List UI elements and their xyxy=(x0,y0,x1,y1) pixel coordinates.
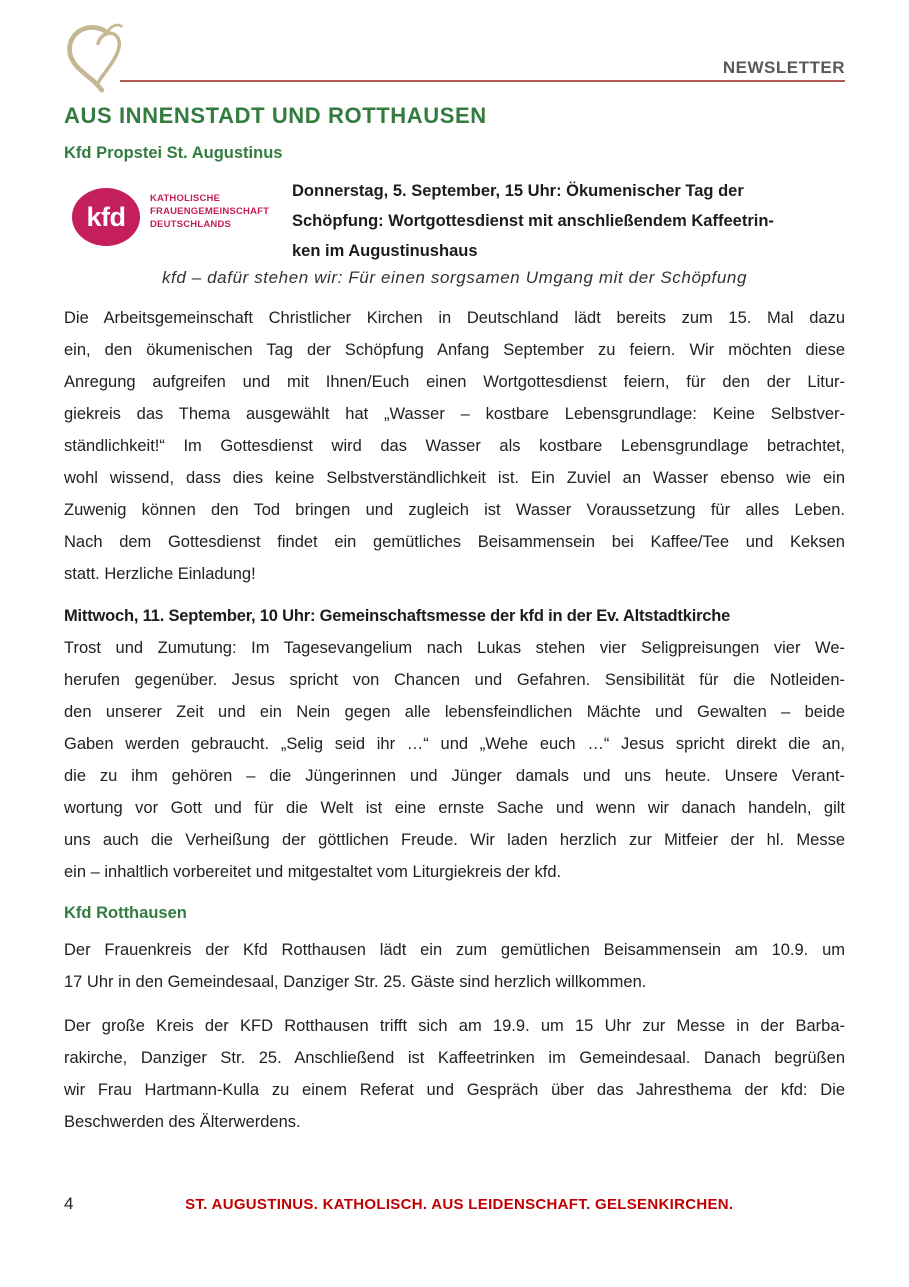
heart-logo-icon xyxy=(58,20,138,98)
body-line: ein – inhaltlich vorbereitet und mitgestaltet vom Liturgiekreis der kfd. xyxy=(64,863,562,881)
body-line: die zu ihm gehören – die Jüngerinnen und Jünger damals und uns heute. Unsere Verant- xyxy=(64,767,845,785)
body-line: Der große Kreis der KFD Rotthausen trifft sich am 19.9. um 15 Uhr zur Messe in der Barba- xyxy=(64,1017,845,1035)
body-line: rakirche, Danziger Str. 25. Anschließend ist Kaffeetrinken im Gemeindesaal. Danach begrüßen xyxy=(64,1049,845,1067)
footer-motto: ST. AUGUSTINUS. KATHOLISCH. AUS LEIDENSCHAFT. GELSENKIRCHEN. xyxy=(185,1196,734,1213)
kfd-wordmark-line: FRAUENGEMEINSCHAFT xyxy=(150,206,270,217)
newsletter-label: NEWSLETTER xyxy=(722,58,845,77)
event2-paragraph xyxy=(64,632,845,888)
event1-paragraph xyxy=(64,302,845,590)
body-line: herufen gegenüber. Jesus spricht von Chancen und Gefahren. Sensibilität für die Notleiden- xyxy=(64,671,845,689)
body-line: ein, den ökumenischen Tag der Schöpfung Anfang September zu feiern. Wir möchten diese xyxy=(64,341,845,359)
page-title: AUS INNENSTADT UND ROTTHAUSEN xyxy=(64,103,487,128)
body-line: Der Frauenkreis der Kfd Rotthausen lädt ein zum gemütlichen Beisammensein am 10.9. um xyxy=(64,941,845,959)
section-heading-kfd-rotthausen: Kfd Rotthausen xyxy=(64,904,187,922)
body-line: ständlichkeit!“ Im Gottesdienst wird das Wasser als kostbare Lebensgrundlage betrachtet, xyxy=(64,437,845,455)
body-line: statt. Herzliche Einladung! xyxy=(64,565,256,583)
body-line: Anregung aufgreifen und mit Ihnen/Euch einen Wortgottesdienst feiern, für den der Litur- xyxy=(64,373,845,391)
body-line: Die Arbeitsgemeinschaft Christlicher Kirchen in Deutschland lädt bereits zum 15. Mal dazu xyxy=(64,309,845,327)
kfd-wordmark-line: DEUTSCHLANDS xyxy=(150,219,232,230)
body-line: Trost und Zumutung: Im Tagesevangelium nach Lukas stehen vier Seligpreisungen vier We- xyxy=(64,639,845,657)
event1-heading xyxy=(292,176,845,266)
kfd-motto-line: kfd – dafür stehen wir: Für einen sorgsamen Umgang mit der Schöpfung xyxy=(161,268,748,287)
body-line: uns auch die Verheißung der göttlichen Freude. Wir laden herzlich zur Mitfeier der hl. Messe xyxy=(64,831,845,849)
event1-heading-line: Schöpfung: Wortgottesdienst mit anschließendem Kaffeetrin- xyxy=(292,212,774,230)
page-content xyxy=(64,102,845,1138)
body-line: wortung vor Gott und für die Welt ist eine ernste Sache und wenn wir danach handeln, gilt xyxy=(64,799,845,817)
rotthausen-paragraph-1 xyxy=(64,934,845,998)
body-line: giekreis das Thema ausgewählt hat „Wasser – kostbare Lebensgrundlage: Keine Selbstver- xyxy=(64,405,845,423)
kfd-badge-icon: kfd xyxy=(72,188,140,246)
event2-heading: Mittwoch, 11. September, 10 Uhr: Gemeinschaftsmesse der kfd in der Ev. Altstadtkirche xyxy=(64,607,731,625)
rotthausen-paragraph-2 xyxy=(64,1010,845,1138)
body-line: Zuwenig können den Tod bringen und zugleich ist Wasser Voraussetzung für alles Leben. xyxy=(64,501,845,519)
event1-heading-line: Donnerstag, 5. September, 15 Uhr: Ökumenischer Tag der xyxy=(292,182,744,200)
body-line: Beschwerden des Älterwerdens. xyxy=(64,1113,301,1131)
body-line: Nach dem Gottesdienst findet ein gemütliches Beisammensein bei Kaffee/Tee und Keksen xyxy=(64,533,845,551)
body-line: den unserer Zeit und ein Nein gegen alle lebensfeindlichen Mächte und Gewalten – beide xyxy=(64,703,845,721)
body-line: wir Frau Hartmann-Kulla zu einem Referat und Gespräch über das Jahresthema der kfd: Die xyxy=(64,1081,845,1099)
kfd-logo xyxy=(64,176,292,266)
kfd-event-row xyxy=(64,176,845,266)
kfd-wordmark xyxy=(150,192,269,231)
header-divider-rule xyxy=(120,80,845,82)
page-footer xyxy=(64,1194,845,1214)
body-line: Gaben werden gebraucht. „Selig seid ihr …“ und „Wehe euch …“ Jesus spricht direkt die an, xyxy=(64,735,845,753)
section-heading-kfd-propstei: Kfd Propstei St. Augustinus xyxy=(64,144,283,162)
body-line: wohl wissend, dass dies keine Selbstverständlichkeit ist. Ein Zuviel an Wasser ebenso wie ein xyxy=(64,469,845,487)
body-line: 17 Uhr in den Gemeindesaal, Danziger Str. 25. Gäste sind herzlich willkommen. xyxy=(64,973,647,991)
event1-heading-line: ken im Augustinushaus xyxy=(292,242,478,260)
kfd-wordmark-line: KATHOLISCHE xyxy=(150,193,221,204)
page-number: 4 xyxy=(64,1194,74,1213)
